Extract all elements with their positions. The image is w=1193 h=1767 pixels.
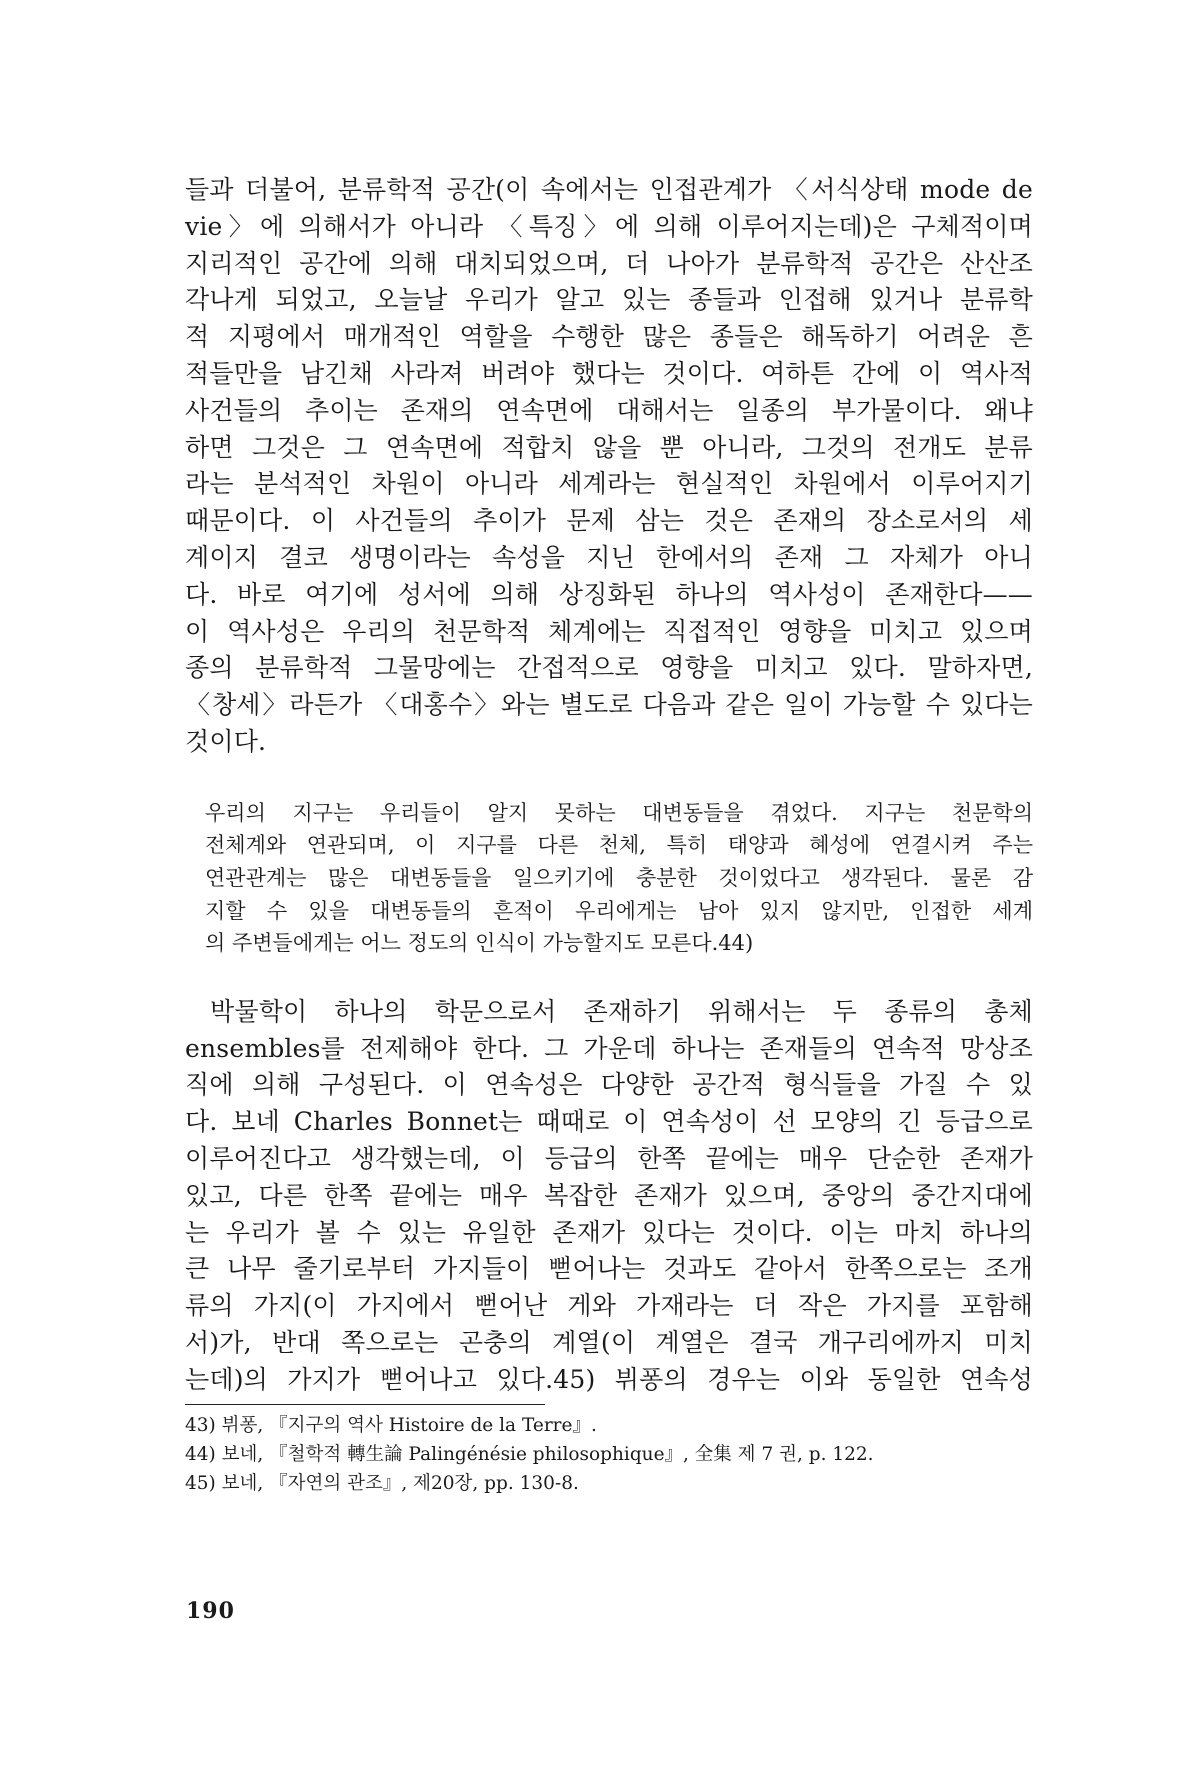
quote-line: 지할 수 있을 대변동들의 흔적이 우리에게는 남아 있지 않지만, 인접한 세계 xyxy=(205,898,1033,923)
text-line: vie〉에 의해서가 아니라 〈특징〉에 의해 이루어지는데)은 구체적이며 xyxy=(185,211,1033,241)
text-line: 큰 나무 줄기로부터 가지들이 뻗어나는 것과도 같아서 한쪽으로는 조개 xyxy=(185,1254,1033,1284)
quote-line: 우리의 지구는 우리들이 알지 못하는 대변동들을 겪었다. 지구는 천문학의 xyxy=(205,800,1033,825)
paragraph-1 xyxy=(185,172,1033,761)
quote-line: 전체계와 연관되며, 이 지구를 다른 천체, 특히 태양과 혜성에 연결시켜 주는 xyxy=(205,833,1033,858)
text-line: 〈창세〉라든가 〈대홍수〉와는 별도로 다음과 같은 일이 가능할 수 있다는 xyxy=(185,690,1033,720)
text-line: 각나게 되었고, 오늘날 우리가 알고 있는 종들과 인접해 있거나 분류학 xyxy=(185,285,1033,315)
text-line: 계이지 결코 생명이라는 속성을 지닌 한에서의 존재 그 자체가 아니 xyxy=(185,542,1033,572)
text-line: 종의 분류학적 그물망에는 간접적으로 영향을 미치고 있다. 말하자면, xyxy=(185,653,1033,683)
footnote-44: 44) 보네, 『철학적 轉生論 Palingénésie philosophique』, 全集 제 7 권, p. 122. xyxy=(185,1444,874,1466)
text-line: 류의 가지(이 가지에서 뻗어난 게와 가재라는 더 작은 가지를 포함해 xyxy=(185,1291,1033,1321)
text-line: 다. 보네 Charles Bonnet는 때때로 이 연속성이 선 모양의 긴 등급으로 xyxy=(185,1107,1033,1137)
text-line: 들과 더불어, 분류학적 공간(이 속에서는 인접관계가 〈서식상태 mode de xyxy=(185,175,1033,204)
text-line: 박물학이 하나의 학문으로서 존재하기 위해서는 두 종류의 총체 xyxy=(210,996,1033,1026)
text-line: 는데)의 가지가 뻗어나고 있다.45) 뷔퐁의 경우는 이와 동일한 연속성 xyxy=(185,1364,1033,1394)
text-line: 있고, 다른 한쪽 끝에는 매우 복잡한 존재가 있으며, 중앙의 중간지대에 xyxy=(185,1180,1033,1210)
text-line: 적 지평에서 매개적인 역할을 수행한 많은 종들은 해독하기 어려운 흔 xyxy=(185,322,1033,352)
text-line: 이 역사성은 우리의 천문학적 체계에는 직접적인 영향을 미치고 있으며 xyxy=(185,616,1033,646)
text-line: 하면 그것은 그 연속면에 적합치 않을 뿐 아니라, 그것의 전개도 분류 xyxy=(185,432,1033,462)
text-line: 서)가, 반대 쪽으로는 곤충의 계열(이 계열은 결국 개구리에까지 미치 xyxy=(185,1327,1033,1357)
footnote-43: 43) 뷔퐁, 『지구의 역사 Histoire de la Terre』. xyxy=(185,1415,597,1437)
block-quote xyxy=(185,797,1033,960)
footnotes xyxy=(185,1411,1033,1498)
footnote-45: 45) 보네, 『자연의 관조』, 제20장, pp. 130-8. xyxy=(185,1473,579,1495)
page-number: 190 xyxy=(186,1598,235,1624)
text-line: 사건들의 추이는 존재의 연속면에 대해서는 일종의 부가물이다. 왜냐 xyxy=(185,395,1033,425)
footnote-divider xyxy=(185,1404,545,1405)
paragraph-2 xyxy=(185,994,1033,1399)
text-line: 직에 의해 구성된다. 이 연속성은 다양한 공간적 형식들을 가질 수 있 xyxy=(185,1070,1033,1100)
text-line: 때문이다. 이 사건들의 추이가 문제 삼는 것은 존재의 장소로서의 세 xyxy=(185,506,1033,536)
quote-line: 의 주변들에게는 어느 정도의 인식이 가능할지도 모른다.44) xyxy=(205,931,754,956)
text-line: 라는 분석적인 차원이 아니라 세계라는 현실적인 차원에서 이루어지기 xyxy=(185,469,1033,499)
text-line: 것이다. xyxy=(185,726,267,756)
quote-line: 연관관계는 많은 대변동들을 일으키기에 충분한 것이었다고 생각된다. 물론 감 xyxy=(205,865,1033,890)
text-line: 이루어진다고 생각했는데, 이 등급의 한쪽 끝에는 매우 단순한 존재가 xyxy=(185,1143,1033,1173)
page-body xyxy=(185,172,1033,1498)
text-line: 다. 바로 여기에 성서에 의해 상징화된 하나의 역사성이 존재한다—— xyxy=(185,579,1033,609)
text-line: 적들만을 남긴채 사라져 버려야 했다는 것이다. 여하튼 간에 이 역사적 xyxy=(185,358,1033,388)
text-line: 는 우리가 볼 수 있는 유일한 존재가 있다는 것이다. 이는 마치 하나의 xyxy=(185,1217,1033,1247)
text-line: 지리적인 공간에 의해 대치되었으며, 더 나아가 분류학적 공간은 산산조 xyxy=(185,248,1033,278)
text-line: ensembles를 전제해야 한다. 그 가운데 하나는 존재들의 연속적 망상조 xyxy=(185,1033,1033,1063)
